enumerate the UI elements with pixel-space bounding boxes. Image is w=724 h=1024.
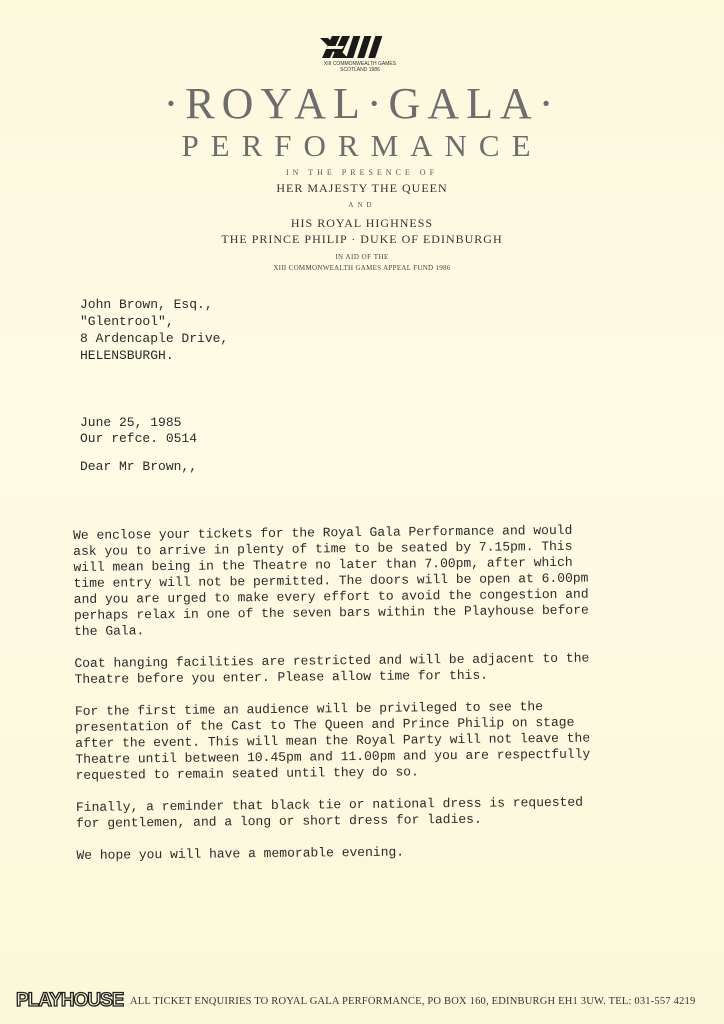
body-paragraph: Finally, a reminder that black tie or national dress is requested for gentlemen, and a long or short dress for ladies. [75,794,584,831]
royal-gala-heading: ·ROYAL·GALA· [163,79,561,128]
letter-body [73,523,597,880]
date-reference-block [80,415,197,447]
logo-caption-line-1: XIII COMMONWEALTH GAMES [323,61,397,67]
performance-heading: PERFORMANCE [181,128,543,163]
commonwealth-games-logo [318,34,398,60]
letter-date: June 25, 1985 [80,415,182,430]
body-paragraph: We enclose your tickets for the Royal Gala Performance and would ask you to arrive in plenty of time to be seated by 7.15pm. This will mean being in the Theatre no later than 7.00pm, after which time entry will not be permitted. The doors will be open at 6.00pm and you are urged to make every effort to avoid the congestion and perhaps relax in one of the seven bars within the Playhouse before the Gala. [73,522,589,639]
address-town: HELENSBURGH. [80,348,174,363]
body-paragraph: Coat hanging facilities are restricted and will be adjacent to the Theatre before you enter. Please allow time for this. [74,650,590,687]
queen-line: HER MAJESTY THE QUEEN [276,181,448,195]
salutation: Dear Mr Brown,, [80,459,198,474]
address-house: "Glentrool", [80,314,174,329]
recipient-address [80,296,228,364]
footer [14,985,714,1013]
playhouse-logo [14,985,124,1011]
hrh-line: HIS ROYAL HIGHNESS [290,216,434,230]
body-paragraph: We hope you will have a memorable evening. [76,844,405,863]
prince-line: THE PRINCE PHILIP · DUKE OF EDINBURGH [221,232,503,246]
address-name: John Brown, Esq., [80,297,213,312]
aid-line: IN AID OF THE [335,253,389,261]
presence-line: IN THE PRESENCE OF [285,168,439,177]
and-line: AND [348,201,376,209]
logo-caption-line-2: SCOTLAND 1986 [340,67,380,73]
body-paragraph: For the first time an audience will be privileged to see the presentation of the Cast to The Queen and Prince Philip on stage after the event. This will mean the Royal Party will not leave the Theatre until between 10.45pm and 11.00pm and you are respectfully requested to remain seated until they do so. [74,699,591,783]
ticket-enquiries: ALL TICKET ENQUIRIES TO ROYAL GALA PERFORMANCE, PO BOX 160, EDINBURGH EH1 3UW. TEL: 031-557 4219 [130,996,696,1007]
letter-reference: Our refce. 0514 [80,431,198,446]
logo-caption [300,61,420,73]
fund-line: XIII COMMONWEALTH GAMES APPEAL FUND 1986 [273,264,451,272]
playhouse-logo-text: PLAYHOUSE [16,990,124,1011]
address-street: 8 Ardencaple Drive, [80,331,229,346]
